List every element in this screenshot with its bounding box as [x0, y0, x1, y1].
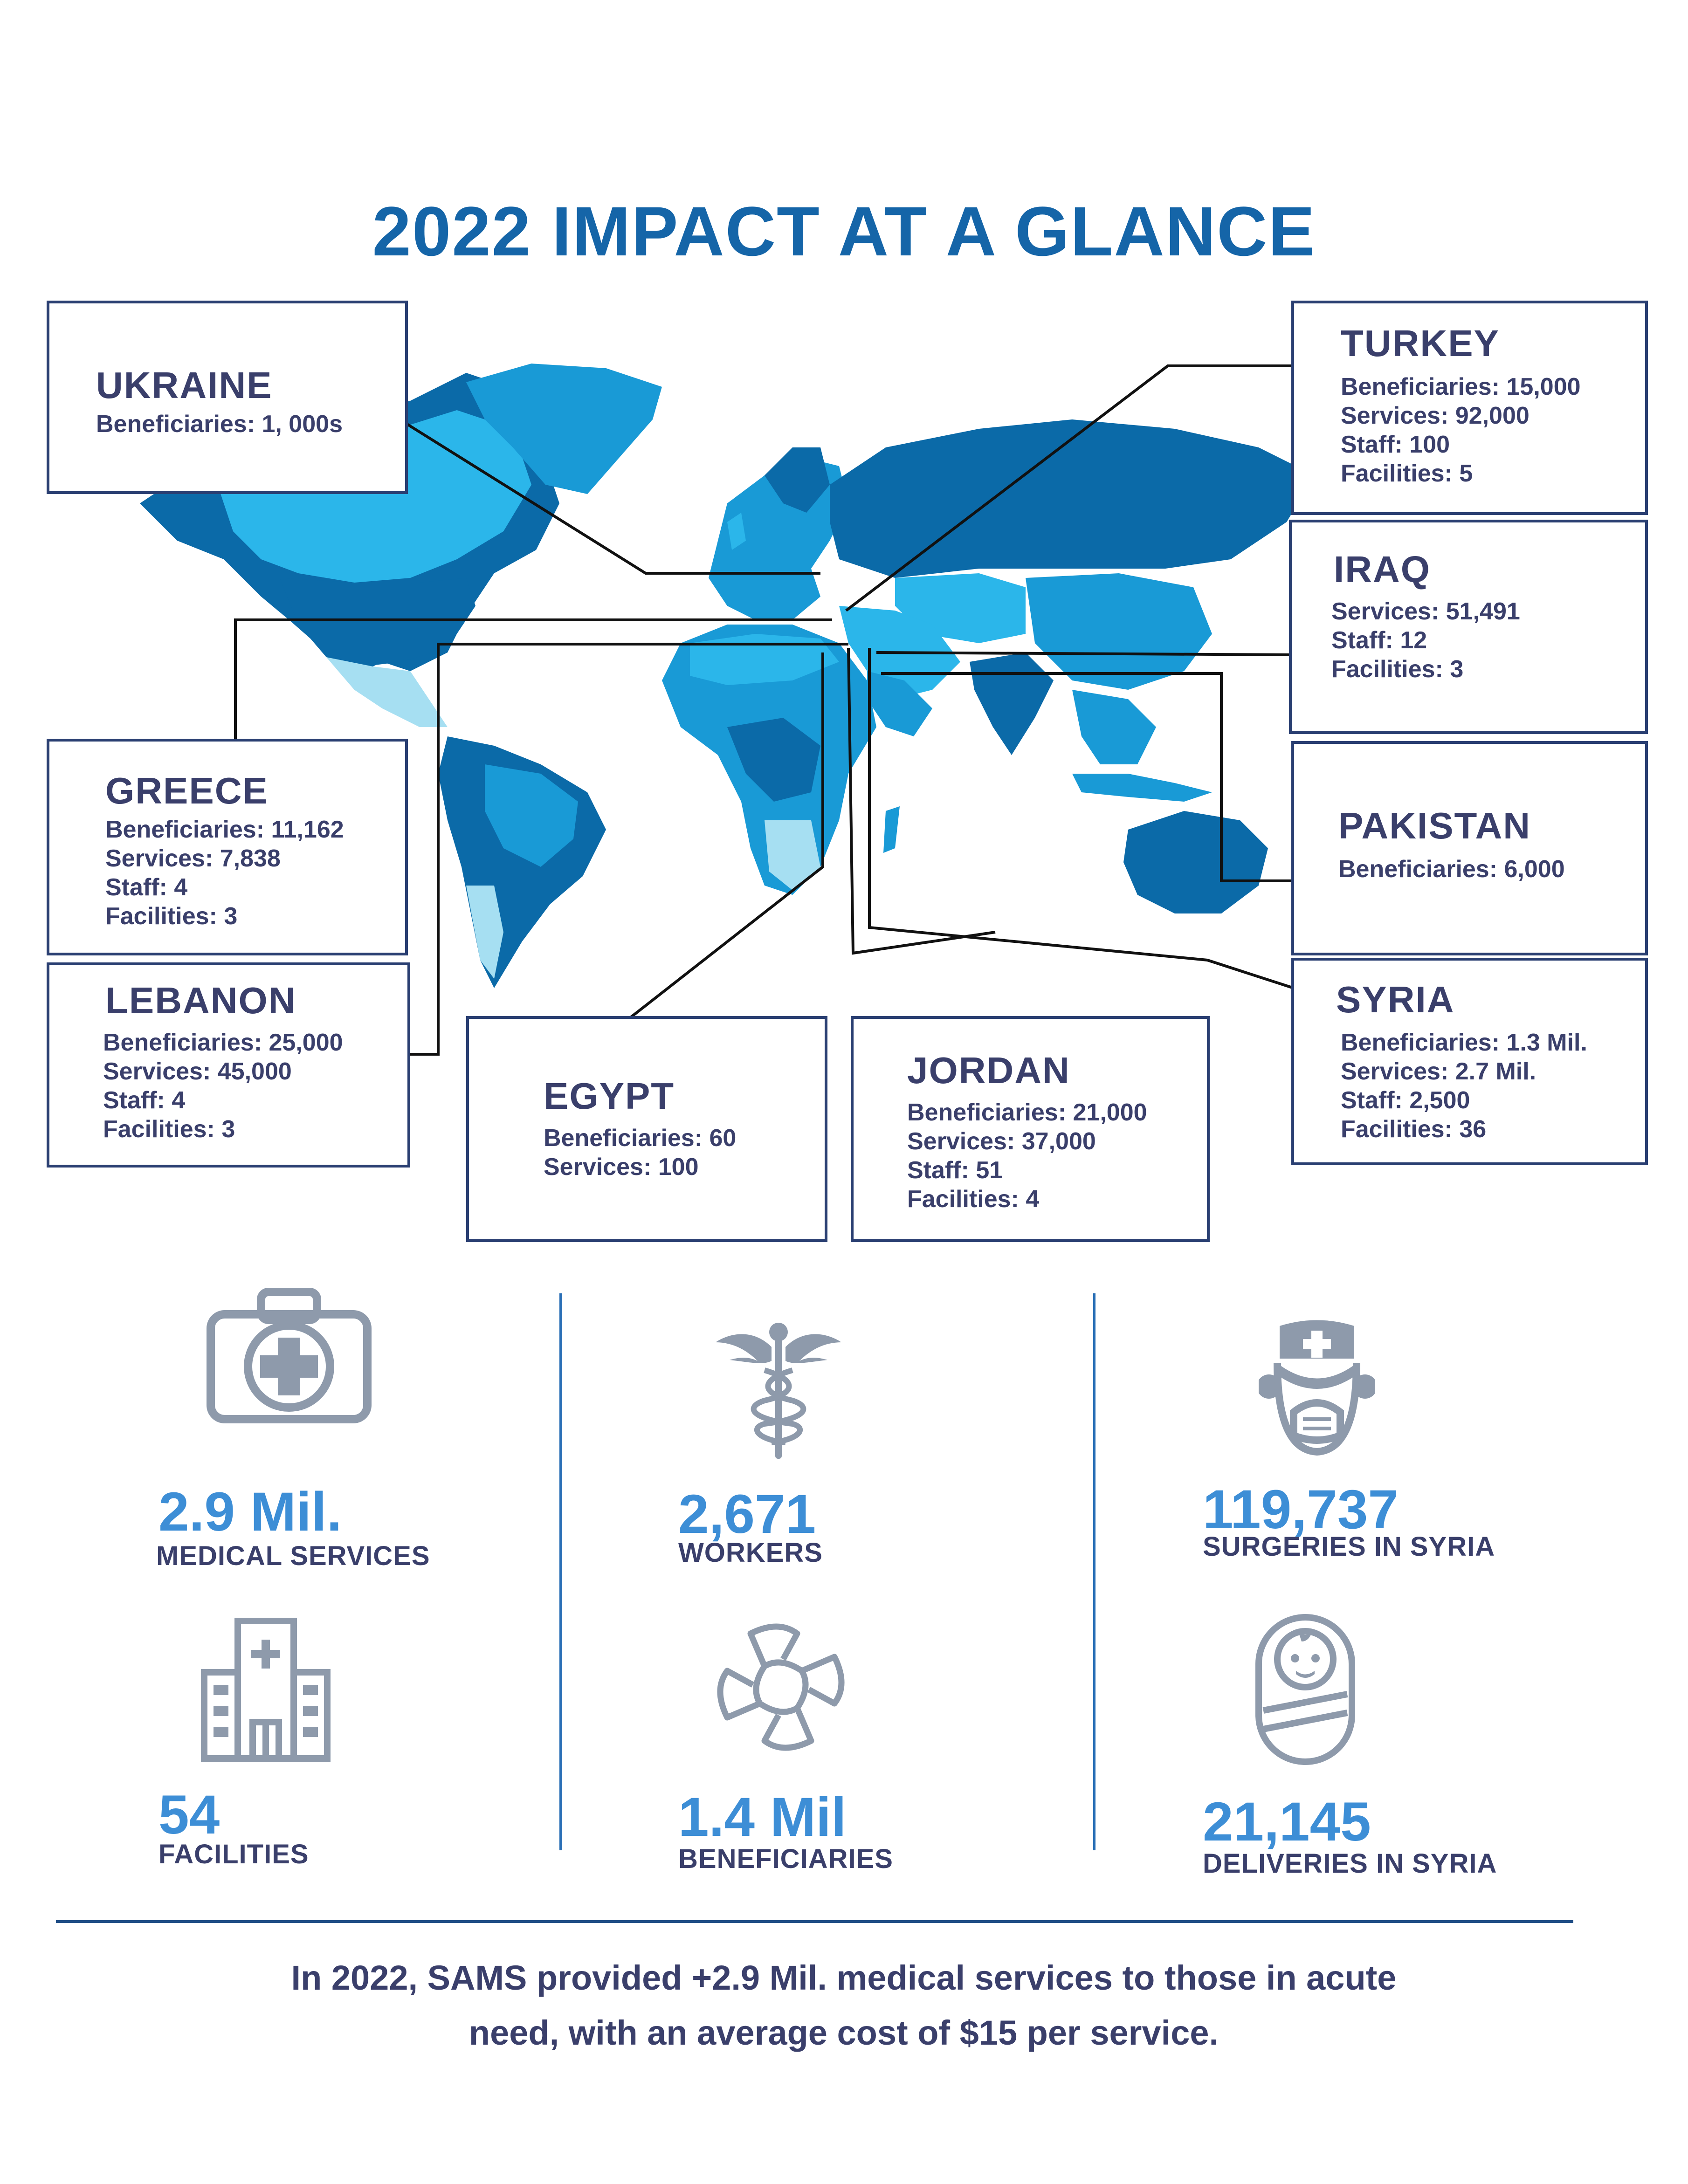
metric-workers-value: 2,671	[678, 1483, 816, 1545]
stat-line: Staff: 4	[105, 874, 188, 901]
first-aid-kit-icon	[205, 1286, 373, 1426]
footer-line: need, with an average cost of $15 per service.	[469, 2013, 1219, 2052]
country-stats	[544, 1124, 736, 1181]
stat-line: Beneficiaries: 25,000	[103, 1029, 343, 1056]
country-name: IRAQ	[1334, 549, 1431, 590]
metric-beneficiaries-value: 1.4 Mil	[678, 1786, 847, 1848]
caduceus-icon	[716, 1319, 841, 1463]
country-stats	[907, 1098, 1147, 1214]
stat-line: Staff: 100	[1341, 431, 1450, 458]
stat-line: Staff: 51	[907, 1157, 1003, 1184]
country-box-egypt	[466, 1016, 827, 1242]
connector-turkey	[846, 366, 1294, 611]
metric-medical-services-label: MEDICAL SERVICES	[156, 1541, 430, 1571]
swaddled-baby-icon	[1254, 1613, 1357, 1766]
country-box-lebanon	[47, 962, 410, 1168]
country-box-pakistan	[1291, 741, 1648, 955]
footer-line: In 2022, SAMS provided +2.9 Mil. medical services to those in acute	[291, 1958, 1397, 1997]
stat-line: Services: 100	[544, 1154, 699, 1181]
connector-ukraine	[406, 423, 820, 573]
stat-line: Beneficiaries: 15,000	[1341, 373, 1581, 400]
metric-surgeries-value: 119,737	[1203, 1479, 1399, 1540]
metric-workers-label: WORKERS	[678, 1538, 823, 1568]
connector-greece	[235, 620, 832, 741]
metric-deliveries-value: 21,145	[1203, 1791, 1371, 1853]
country-stats	[1331, 597, 1520, 684]
country-stats	[1341, 1028, 1587, 1144]
stat-line: Beneficiaries: 21,000	[907, 1099, 1147, 1126]
page-title: 2022 IMPACT AT A GLANCE	[372, 192, 1316, 270]
stat-line: Beneficiaries: 60	[544, 1125, 737, 1152]
metric-facilities-label: FACILITIES	[158, 1839, 309, 1869]
country-stats	[1341, 372, 1581, 488]
metric-facilities-value: 54	[158, 1784, 220, 1846]
connector-egypt	[629, 652, 823, 1018]
country-box-jordan	[851, 1016, 1210, 1242]
stat-line: Beneficiaries: 11,162	[105, 816, 344, 843]
stat-line: Facilities: 5	[1341, 460, 1473, 487]
connector-lebanon	[410, 644, 848, 1054]
stat-line: Services: 51,491	[1331, 598, 1520, 625]
column-divider	[1093, 1293, 1095, 1850]
stat-line: Beneficiaries: 1, 000s	[96, 411, 343, 438]
country-box-turkey	[1291, 301, 1648, 515]
connector-syria	[869, 648, 1294, 988]
stat-line: Services: 37,000	[907, 1128, 1096, 1155]
connector-iraq	[876, 652, 1294, 655]
stat-line: Beneficiaries: 6,000	[1338, 856, 1565, 883]
connector-pakistan	[881, 673, 1294, 881]
stat-line: Facilities: 3	[103, 1116, 235, 1143]
hospital-building-icon	[200, 1617, 331, 1762]
metric-medical-services-value: 2.9 Mil.	[158, 1481, 342, 1543]
stat-line: Staff: 12	[1331, 627, 1427, 654]
stat-line: Facilities: 3	[1331, 656, 1464, 683]
country-name: EGYPT	[544, 1075, 675, 1117]
country-name: SYRIA	[1336, 979, 1455, 1020]
metric-deliveries-label: DELIVERIES IN SYRIA	[1203, 1848, 1497, 1879]
country-name: LEBANON	[105, 980, 296, 1021]
country-stats	[105, 815, 344, 931]
joined-hands-icon	[709, 1615, 853, 1759]
country-name: UKRAINE	[96, 364, 273, 406]
country-box-syria	[1291, 958, 1648, 1165]
footer-divider	[56, 1920, 1573, 1923]
country-name: TURKEY	[1341, 323, 1500, 364]
country-box-greece	[47, 739, 408, 955]
stat-line: Facilities: 4	[907, 1186, 1040, 1213]
stat-line: Staff: 2,500	[1341, 1087, 1470, 1114]
stat-line: Services: 45,000	[103, 1058, 292, 1085]
metric-beneficiaries-label: BENEFICIARIES	[678, 1844, 893, 1874]
footer-summary	[140, 1950, 1548, 2060]
stat-line: Facilities: 36	[1341, 1116, 1487, 1143]
country-stats	[103, 1028, 343, 1144]
stat-line: Services: 92,000	[1341, 402, 1530, 429]
column-divider	[559, 1293, 562, 1850]
country-name: JORDAN	[907, 1050, 1070, 1091]
metric-surgeries-label: SURGERIES IN SYRIA	[1203, 1532, 1495, 1562]
country-name: PAKISTAN	[1338, 805, 1531, 846]
country-stats	[96, 410, 343, 439]
stat-line: Services: 2.7 Mil.	[1341, 1058, 1536, 1085]
country-box-ukraine	[47, 301, 408, 494]
country-stats	[1338, 855, 1565, 884]
country-name: GREECE	[105, 770, 269, 811]
nurse-icon	[1259, 1319, 1375, 1459]
country-box-iraq	[1289, 520, 1648, 734]
stat-line: Beneficiaries: 1.3 Mil.	[1341, 1029, 1587, 1056]
stat-line: Facilities: 3	[105, 903, 238, 930]
stat-line: Services: 7,838	[105, 845, 281, 872]
stat-line: Staff: 4	[103, 1087, 186, 1114]
